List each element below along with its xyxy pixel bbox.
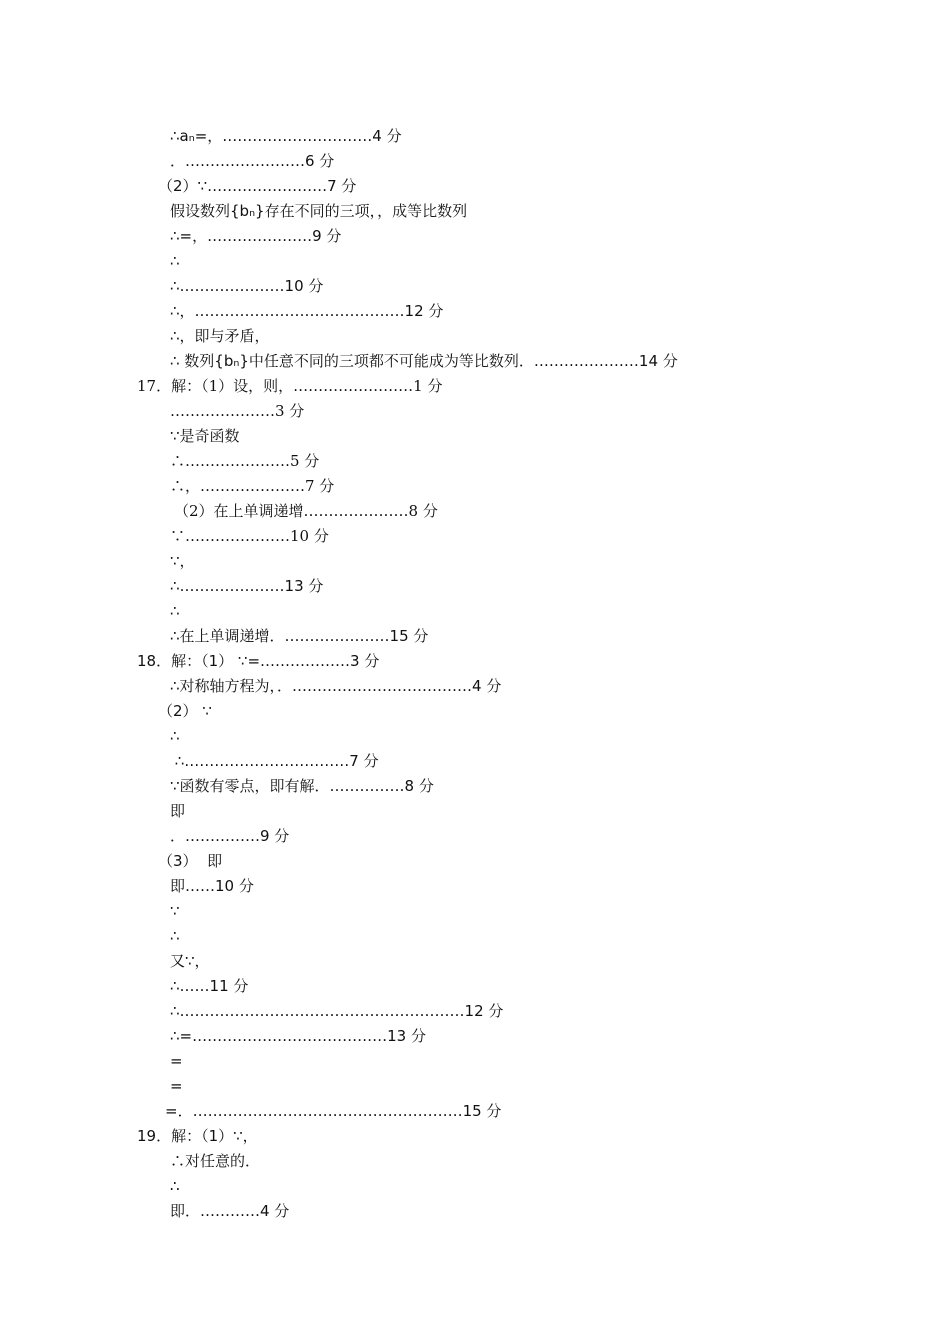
line-17: ∵…………………10 分 — [170, 527, 329, 545]
line-9: ∴，即与矛盾， — [170, 327, 270, 345]
line-36: ∴…………………………………………………12 分 — [170, 1002, 504, 1020]
line-6: ∴ — [170, 252, 180, 270]
line-7: ∴…………………10 分 — [170, 277, 324, 295]
line-5: ∴=，…………………9 分 — [170, 227, 342, 245]
line-38: = — [170, 1052, 183, 1070]
line-23: ∴对称轴方程为，．………………………………4 分 — [170, 677, 502, 695]
line-25: ∴ — [170, 727, 180, 745]
line-28: 即 — [170, 802, 186, 820]
line-27: ∵函数有零点，即有解．……………8 分 — [170, 777, 434, 795]
line-2: ．……………………6 分 — [170, 152, 335, 170]
line-4: 假设数列{bₙ}存在不同的三项，，成等比数列 — [170, 202, 468, 220]
line-42: ∴对任意的． — [170, 1152, 261, 1170]
line-12: …………………3 分 — [170, 402, 305, 420]
line-8: ∴，……………………………………12 分 — [170, 302, 444, 320]
line-37: ∴=…………………………………13 分 — [170, 1027, 426, 1045]
line-43: ∴ — [170, 1177, 180, 1195]
line-41: 19．解：（1）∵， — [137, 1127, 258, 1145]
line-20: ∴ — [170, 602, 180, 620]
line-3: （2）∵……………………7 分 — [158, 177, 357, 195]
line-33: ∴ — [170, 927, 180, 945]
line-32: ∵ — [170, 902, 180, 920]
line-26: ∴……………………………7 分 — [170, 752, 379, 770]
line-11: 17．解：（1）设，则，……………………1 分 — [137, 377, 443, 395]
line-19: ∴…………………13 分 — [170, 577, 324, 595]
line-31: 即……10 分 — [170, 877, 254, 895]
line-14: ∴…………………5 分 — [170, 452, 320, 470]
line-15: ∴，…………………7 分 — [170, 477, 335, 495]
line-39: = — [170, 1077, 183, 1095]
line-40: =．………………………………………………15 分 — [165, 1102, 502, 1120]
line-10: ∴ 数列{bₙ}中任意不同的三项都不可能成为等比数列．…………………14 分 — [170, 352, 678, 370]
line-34: 又∵， — [170, 952, 210, 970]
line-1: ∴aₙ=，…………………………4 分 — [170, 127, 402, 145]
line-44: 即．…………4 分 — [170, 1202, 290, 1220]
line-22: 18．解：（1） ∵=………………3 分 — [137, 652, 380, 670]
line-30: （3） 即 — [158, 852, 223, 870]
line-13: ∵是奇函数 — [170, 427, 240, 445]
line-16: （2）在上单调递增…………………8 分 — [174, 502, 438, 520]
line-18: ∵， — [170, 552, 195, 570]
line-35: ∴……11 分 — [170, 977, 249, 995]
line-29: ．……………9 分 — [170, 827, 290, 845]
line-21: ∴在上单调递增．…………………15 分 — [170, 627, 429, 645]
line-24: （2） ∵ — [158, 702, 212, 720]
